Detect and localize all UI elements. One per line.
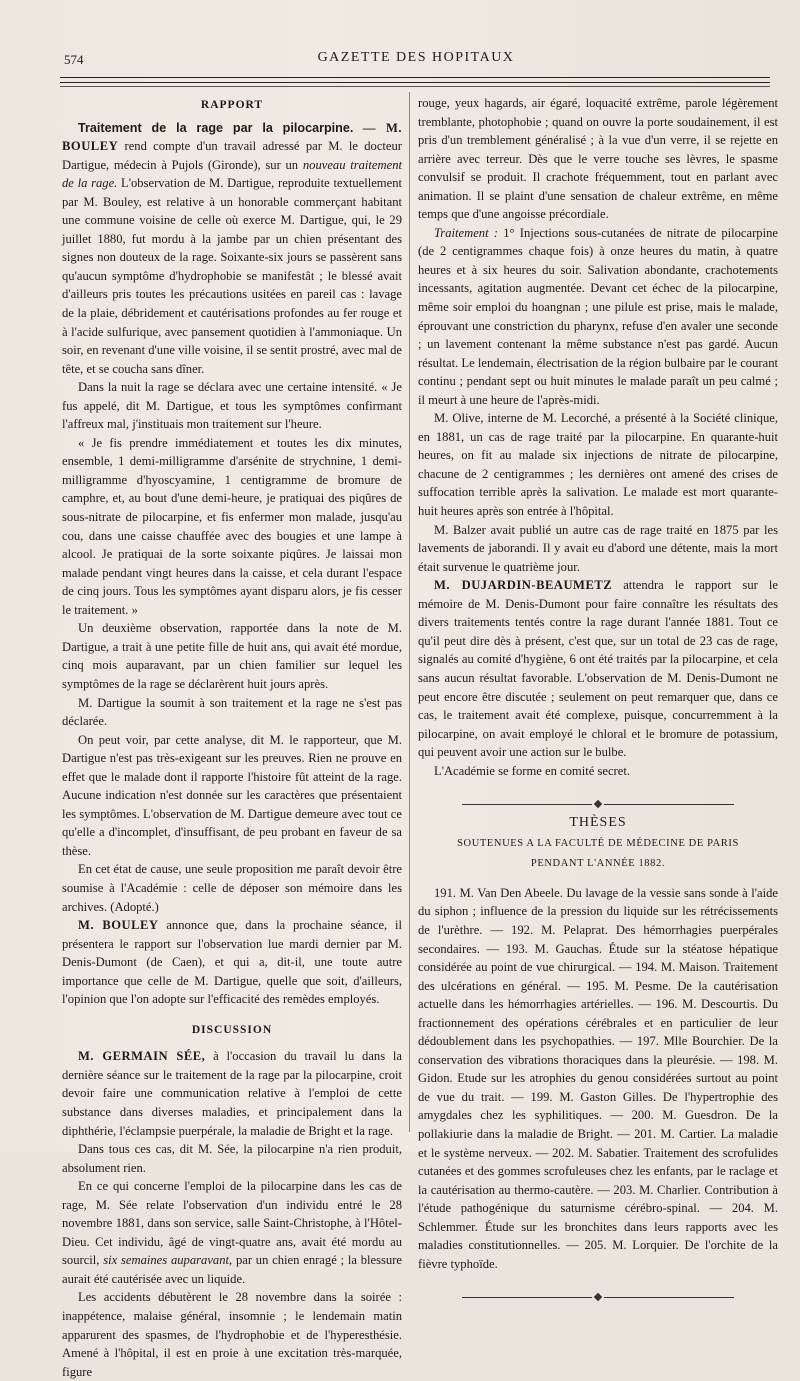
theses-subtitle: SOUTENUES A LA FACULTÉ DE MÉDECINE DE PARIS: [457, 837, 739, 849]
text-run-italic: nouveau traitement de la rage.: [62, 157, 402, 191]
paragraph: [418, 224, 778, 409]
text-run: rend compte d'un travail adressé par M. le docteur Dartigue, médecin à Pujols (Gironde), sur un: [62, 139, 402, 172]
text-run: par un chien enragé ; la blessure aurait été cautérisée avec un liquide.: [62, 1253, 402, 1286]
section-separator: [418, 1287, 778, 1295]
author-name: M. DUJARDIN-BEAUMETZ: [434, 578, 613, 593]
paragraph: L'Académie se forme en comité secret.: [434, 763, 630, 778]
theses-year: PENDANT L'ANNÉE 1882.: [530, 858, 666, 870]
header-rule: [60, 77, 770, 83]
page-header: [60, 46, 772, 74]
author-name: M. BOULEY: [78, 918, 159, 933]
paragraph: rouge, yeux hagards, air égaré, loquacité extrême, parole légèrement tremblante, photophobie ; quand on ouvre la porte soudainement, il est pris d'un tremblement généralisé ; à la vue d'un verre, il se rejette en arrière avec terreur. Dès que le verre touche ses lèvres, le spasme convulsif se produit. Il crachote fréquemment, tout en parlant avec animation. Il se plaint d'une sensation de chaleur extrême, en même temps que d'une angoisse précordiale.: [418, 96, 778, 222]
column-divider: [409, 92, 410, 1132]
article-title: Traitement de la rage par la pilocarpine.: [78, 120, 354, 135]
paragraph: Les accidents débutèrent le 28 novembre dans la soirée : inappétence, malaise général, insomnie ; le lendemain matin apparurent des spasmes, de l'hydrophobie et de l'hyperesthésie. Amené à l'hôpital, il est en proie à une excitation très-marquée, figure: [62, 1290, 402, 1379]
paragraph: M. Olive, interne de M. Lecorché, a présenté à la Société clinique, en 1881, un cas de rage traité par la pilocarpine. En quarante-huit heures, on fit au malade six injections de nitrate de pilocarpine, chacune de 2 centigrammes ; les dernières ont amené des crises de suffocation terrible après la salivation. Le malade est mort quarante-huit heures après son entrée à l'hôpital.: [418, 411, 778, 519]
section-separator: [418, 794, 778, 802]
text-run: 1° Injections sous-cutanées de nitrate de pilocarpine (de 2 centigrammes chaque fois) à onze heures du matin, à quatre heures et à six heures du soir. Salivation abondante, crachotements incessants, agitation augmentée. Devant cet échec de la pilocarpine, même soir emploi du hoangnan ; une pilule est prise, mais le malade, éprouvant une constriction du pharynx, refuse d'en avaler une seconde ; un lavement contenant la même substance n'est pas gardé. Aucun résultat. Le lendemain, électrisation de la région bulbaire par le courant continu ; pendant sept ou huit minutes le malade paraît un peu calmé ; il meurt à une heure de l'après-midi.: [418, 225, 778, 407]
paragraph: [62, 119, 402, 379]
theses-list: 191. M. Van Den Abeele. Du lavage de la vessie sans sonde à l'aide du siphon ; influence de la pression du liquide sur les rétrécissements de l'urèthre. — 192. M. Pelaprat. Des hémorrhagies puerpérales secondaires. — 193. M. Gauchas. Étude sur la stéatose hépatique considérée au point de vue chirurgical. — 194. M. Maison. Traitement des ulcérations en général. — 195. M. Pesme. De la cautérisation actuelle dans les hémorrhagies artérielles. — 196. M. Descourtis. Du fractionnement des opérations cérébrales et en particulier de leur dédoublement dans les psychopathies. — 197. Mlle Bourchier. De la conservation des vibrations thoraciques dans la pleurésie. — 198. M. Gidon. Etude sur les atrophies du genou considérées surtout au point de vue du trait. — 199. M. Gaston Gilles. De l'hypertrophie des amygdales chez les syphilitiques. — 200. M. Guesdron. De la pollakiurie dans la maladie de Bright. — 201. M. Cartier. La maladie et le système nerveux. — 202. M. Sabatier. Traitement des scrofulides cutanées et des gommes scrofuleuses chez les enfants, par le raclage et la cautérisation au thermo-cautère. — 203. M. Charlier. Contribution à l'étude pathogénique du saturnisme cérébro-spinal. — 204. M. Schlemmer. Étude sur les bronchites dans leurs rapports avec les maladies constitutionnelles. — 205. M. Lorquier. De l'orchite de la fièvre typhoïde.: [418, 885, 778, 1271]
author-name: M. GERMAIN SÉE,: [78, 1049, 206, 1064]
text-run-italic: six semaines auparavant,: [103, 1253, 233, 1268]
paragraph: [62, 916, 402, 1009]
paragraph: Dans tous ces cas, dit M. Sée, la pilocarpine n'a rien produit, absolument rien.: [62, 1142, 402, 1175]
text-run: En ce qui concerne l'emploi de la pilocarpine dans les cas de rage, M. Sée relate l'observation d'un individu entré le 28 novembre 1881, dans son service, salle Saint-Christophe, à l'Hôtel-Dieu. Cet individu, âgé de vingt-quatre ans, avait été mordu au sourcil,: [62, 1179, 402, 1268]
author-name: — M. BOULEY: [62, 120, 403, 154]
left-column: [62, 94, 402, 1381]
paragraph: Un deuxième observation, rapportée dans la note de M. Dartigue, a trait à une petite fille de huit ans, qui avait été mordue, cinq mois auparavant, par un chien familier sur lequel les symptômes de la rage se déclarèrent huit jours après.: [62, 621, 402, 691]
header-rule-thin: [60, 86, 770, 87]
paragraph: M. Dartigue la soumit à son traitement et la rage ne s'est pas déclarée.: [62, 695, 402, 729]
text-run-italic: Traitement :: [434, 225, 498, 240]
section-title-rapport: RAPPORT: [200, 99, 264, 111]
text-run: attendra le rapport sur le mémoire de M. Denis-Dumont pour faire connaître les résultats des divers traitements tentés contre la rage durant l'année 1881. Tout ce qu'il peut dire dès à présent, c'est que, sur un total de 23 cas de rage, signalés au comité d'hygiène, 6 ont été traités par la pilocarpine, et cela sans aucun résultat favorable. L'observation de M. Denis-Dumont ne peut encore être discutée ; seulement on peut remarquer que, dans ce cas, le traitement avait été complexe, puisque, concurremment à la pilocarpine, on avait employé le chloral et le bromure de potassium, qui peuvent avoir une action sur le bulbe.: [418, 578, 778, 760]
section-title-discussion: DISCUSSION: [191, 1023, 273, 1036]
running-title: GAZETTE DES HOPITAUX: [317, 50, 515, 65]
right-column: [418, 94, 778, 1307]
paragraph: « Je fis prendre immédiatement et toutes les dix minutes, ensemble, 1 demi-milligramme d'arsénite de strychnine, 1 demi-milligramme d'hyoscyamine, 1 centigramme de bromure de camphre, et, au bout d'une demi-heure, je pratiquai des piqûres de sous-nitrate de pilocarpine, et fis enfermer mon malade, jusqu'au cou, dans une caisse chauffée avec des bougies et une lampe à alcool. Je pratiquai de la sorte soixante piqûres. Je laissai mon malade pendant vingt heures dans la caisse, et cela durant l'espace de cinq jours. Tous les symptômes ayant disparu alors, je fis cesser le traitement. »: [62, 435, 402, 617]
paragraph: [62, 1177, 402, 1288]
theses-title: THÈSES: [569, 815, 627, 831]
paragraph: M. Balzer avait publié un autre cas de rage traité en 1875 par les lavements de jaborandi. Il y avait eu d'abord une détente, mais la mort était survenue le quatrième jour.: [418, 522, 778, 574]
paragraph: [418, 576, 778, 761]
paragraph: Dans la nuit la rage se déclara avec une certaine intensité. « Je fus appelé, dit M. Dartigue, et tous les symptômes confirmant l'affreux mal, j'instituais mon traitement sur l'heure.: [62, 380, 402, 432]
paragraph: On peut voir, par cette analyse, dit M. le rapporteur, que M. Dartigue n'est pas très-exigeant sur les preuves. Rien ne prouve en effet que le malade dont il rapporte l'histoire fût atteint de la rage. Aucune indication n'est donnée sur les caractères que présentaient les symptômes. L'observation de M. Dartigue demeure avec tout ce qu'elle a d'incomplet, d'insuffisant, de peu probant en faveur de sa thèse.: [62, 732, 402, 858]
page-number: 574: [64, 52, 84, 67]
paragraph: En cet état de cause, une seule proposition me paraît devoir être soumise à l'Académie : celle de déposer son mémoire dans les archives. (Adopté.): [62, 862, 402, 914]
paragraph: [62, 1047, 402, 1140]
text-run: L'observation de M. Dartigue, reproduite textuellement par M. Bouley, est relative à un honorable commerçant habitant une commune voisine de celle où exerce M. Dartigue, qui, le 29 juillet 1880, fut mordu à la jambe par un chien présentant des signes non douteux de la rage. Soixante-six jours se passèrent sans qu'aucun symptôme d'hydrophobie se manifestât ; le blessé avait d'ailleurs pris toutes les précautions usitées en pareil cas : lavage de la plaie, débridement et cautérisations profondes au fer rouge et à l'acide sulfurique, avec pansement quotidien à l'ammoniaque. Un soir, en revenant d'une ville voisine, il se sentit prostré, avec mal de tête, et se coucha sans dîner.: [62, 176, 402, 376]
text-run: à l'occasion du travail lu dans la dernière séance sur le traitement de la rage par la pilocarpine, croit devoir faire une communication relative à l'emploi de cette substance dans diverses maladies, et principalement dans la diphthérie, l'éclampsie puerpérale, la maladie de Bright et la rage.: [62, 1049, 402, 1138]
text-run: annonce que, dans la prochaine séance, il présentera le rapport sur l'observation lue mardi dernier par M. Denis-Dumont (de Caen), et qui a, dit-il, une toute autre importance que celle de M. Dartigue, quelle que soit, d'ailleurs, l'opinion que l'on adopte sur l'efficacité des remèdes employés.: [62, 918, 402, 1007]
